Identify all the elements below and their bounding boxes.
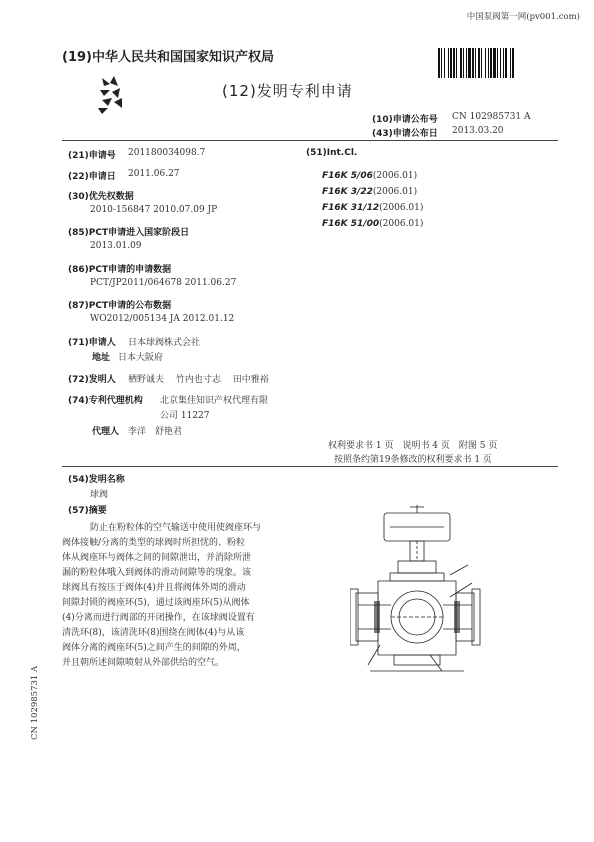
- abstract-line: 球阀具有按压于阀体(4)并且将阀体外周的滑动: [62, 583, 246, 593]
- abstract-line: 体从阀座环与阀体之间的间隙泄出，并消除所泄: [62, 553, 252, 563]
- ipc-version: (2006.01): [379, 219, 424, 229]
- abstract-line: 阀体分离的阀座环(5)之间产生的间隙的外周，: [62, 643, 246, 653]
- invention-name-value: 球阀: [90, 490, 109, 500]
- barcode-bar: [490, 48, 492, 78]
- barcode-bar: [453, 48, 455, 78]
- pub-date-value: 2013.03.20: [452, 126, 504, 136]
- barcode-bar: [510, 48, 511, 78]
- barcode-bar: [481, 48, 482, 78]
- ipc-version: (2006.01): [372, 171, 418, 181]
- barcode-bar: [460, 48, 462, 78]
- office-title: (19)中华人民共和国国家知识产权局: [62, 50, 274, 65]
- pct-app-label: (86)PCT申请的申请数据: [68, 265, 172, 275]
- app-no-label: (21)申请号: [68, 151, 116, 161]
- applicant-label: (71)申请人: [68, 338, 116, 348]
- page-count-line-1: 权利要求书 1 页 说明书 4 页 附图 5 页: [328, 441, 498, 451]
- abstract-line: 漏的粉粒体哦入到阀体的滑动间隙等的现象。该: [62, 568, 252, 578]
- agent-value: 李洋 舒艳君: [128, 427, 183, 437]
- address-value: 日本大阪府: [118, 353, 164, 363]
- barcode-bar: [438, 48, 440, 78]
- abstract-line: 防止在粉粒体的空气输送中使用使阀座环与: [90, 523, 262, 533]
- pub-date-label: (43)申请公布日: [372, 129, 438, 139]
- abstract-line: 间隙封锁的阀座环(5)，通过该阀座环(5)从阀体: [62, 598, 250, 608]
- app-no-value: 201180034098.7: [128, 148, 206, 158]
- barcode-bar: [475, 48, 476, 78]
- ipc-entry: [322, 211, 423, 230]
- barcode-bar: [505, 48, 507, 78]
- barcode-bar: [441, 48, 442, 78]
- barcode-bar: [493, 48, 496, 78]
- barcode-bar: [468, 48, 471, 78]
- inventor-value: 栖野诚夫 竹内也寸志 田中雅裕: [128, 375, 269, 385]
- pct-entry-label: (85)PCT申请进入国家阶段日: [68, 228, 190, 238]
- header-divider: [62, 140, 558, 141]
- barcode-bar: [456, 48, 457, 78]
- address-label: 地址: [92, 353, 111, 363]
- pct-app-value: PCT/JP2011/064678 2011.06.27: [90, 278, 237, 288]
- inventor-label: (72)发明人: [68, 375, 116, 385]
- cnipa-emblem-icon: [96, 74, 140, 118]
- abstract-line: 清洗环(8)，该清洗环(8)围绕在阀体(4)与从该: [62, 628, 245, 638]
- app-date-value: 2011.06.27: [128, 169, 180, 179]
- barcode-bar: [485, 48, 486, 78]
- page-count-line-2: 按照条约第19条修改的权利要求书 1 页: [334, 455, 492, 465]
- agent-label: 代理人: [92, 427, 120, 437]
- applicant-value: 日本球阀株式会社: [128, 338, 201, 348]
- barcode-bar: [444, 48, 445, 78]
- barcode-bar: [512, 48, 514, 78]
- barcode-bar: [503, 48, 504, 78]
- abstract-line: (4)分离而进行阀部的开闭操作，在该球阀设置有: [62, 613, 255, 623]
- pub-no-label: (10)申请公布号: [372, 115, 438, 125]
- agency-label: (74)专利代理机构: [68, 396, 143, 406]
- invention-name-label: (54)发明名称: [68, 475, 125, 485]
- bibliography-divider: [62, 466, 558, 467]
- ipc-code: F16K 3/22: [322, 187, 373, 197]
- pub-no-value: CN 102985731 A: [452, 112, 531, 122]
- abstract-line: 阀体接触/分离的类型的球阀时所担忧的、粉粒: [62, 538, 246, 548]
- ipc-version: (2006.01): [379, 203, 424, 213]
- priority-value: 2010-156847 2010.07.09 JP: [90, 205, 218, 215]
- barcode-bar: [488, 48, 489, 78]
- abstract-line: 并且朝所述间隙喷射从外部供给的空气。: [62, 658, 225, 668]
- ipc-label: (51)Int.Cl.: [306, 148, 358, 158]
- barcode-bar: [450, 48, 452, 78]
- pct-entry-value: 2013.01.09: [90, 241, 142, 251]
- barcode-bar: [448, 48, 449, 78]
- app-date-label: (22)申请日: [68, 172, 116, 182]
- barcode-bar: [472, 48, 474, 78]
- document-type-title: (12)发明专利申请: [222, 82, 353, 100]
- barcode-bar: [463, 48, 464, 78]
- pct-pub-label: (87)PCT申请的公布数据: [68, 301, 172, 311]
- pct-pub-value: WO2012/005134 JA 2012.01.12: [90, 314, 235, 324]
- abstract-label: (57)摘要: [68, 506, 107, 516]
- ipc-version: (2006.01): [372, 187, 418, 197]
- ipc-code: F16K 51/00: [322, 219, 380, 229]
- barcode-bar: [478, 48, 480, 78]
- agency-value-line-1: 北京集佳知识产权代理有限: [160, 396, 269, 406]
- barcode-bar: [497, 48, 498, 78]
- ipc-code: F16K 31/12: [322, 203, 380, 213]
- priority-label: (30)优先权数据: [68, 192, 134, 202]
- agency-value-line-2: 公司 11227: [160, 411, 210, 421]
- source-watermark-text: 中国泵阀第一网(pv001.com): [466, 12, 580, 22]
- barcode-image: [438, 48, 558, 78]
- ball-valve-drawing: [350, 505, 485, 675]
- barcode-bar: [466, 48, 467, 78]
- side-publication-number: CN 102985731 A: [30, 665, 40, 740]
- barcode-bar: [500, 48, 501, 78]
- ipc-code: F16K 5/06: [322, 171, 373, 181]
